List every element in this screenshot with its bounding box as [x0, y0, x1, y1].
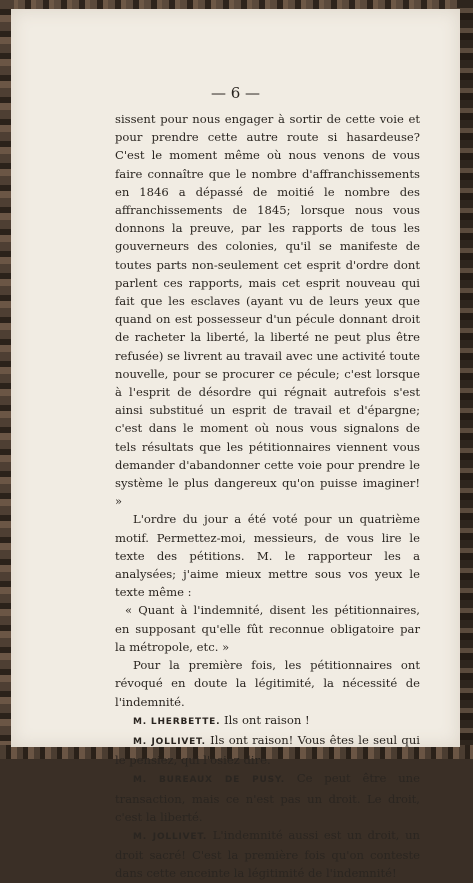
speech-jollivet-2	[115, 826, 420, 883]
speaker-name: M. BUREAUX DE PUSY.	[133, 775, 285, 786]
continuation-paragraph: sissent pour nous engager à sortir de cette voie et pour prendre cette autre route si hasardeuse? C'est le moment même où nous venons de vous faire connaître que le nombre d'affranchissements en 1846 a dépassé de moitié le nombre des affranchissements de 1845; lorsque nous vous donnons la preuve, par les rapports de tous les gouverneurs des colonies, qu'il se manifeste de toutes parts non-seulement cet esprit d'ordre dont parlent ces rapports, mais cet esprit nouveau qui fait que les esclaves (ayant vu de leurs yeux que quand on est possesseur d'un pécule donnant droit de racheter la liberté, la liberté ne peut plus être refusée) se livrent au travail avec une activité toute nouvelle, pour se procurer ce pécule; c'est lorsque à l'esprit de désordre qui régnait autrefois s'est ainsi substitué un esprit de travail et d'épargne; c'est dans le moment où nous vous signalons de tels résultats que les pétitionnaires viennent vous demander d'abandonner cette voie pour prendre le système le plus dangereux qu'on puisse imaginer! »	[115, 112, 420, 509]
speaker-name: M. JOLLIVET.	[133, 736, 206, 747]
speech-text: Ils ont raison! Vous êtes le seul qui le pensiez, qui l'osiez dire.	[115, 732, 421, 768]
speaker-name: M. LHERBETTE.	[133, 716, 221, 727]
speech-bureaux-de-pusy	[115, 769, 420, 826]
speaker-name: M. JOLLIVET.	[133, 831, 208, 842]
petition-quote: « Quant à l'indemnité, disent les pétitionnaires, en supposant qu'elle fût reconnue obligatoire par la métropole, etc. »	[115, 603, 420, 654]
paragraph-fourth-motive: L'ordre du jour a été voté pour un quatrième motif. Permettez-moi, messieurs, de vous lire le texte des pétitions. M. le rapporteur les a analysées; j'aime mieux mettre sous vos yeux le texte même :	[115, 512, 420, 600]
speech-lherbette	[115, 711, 420, 731]
page-number: — 6 —	[210, 84, 261, 102]
body-text	[115, 110, 420, 883]
speech-text: Ils ont raison !	[224, 712, 310, 727]
speech-text: Ce peut être une transaction, mais ce n'est pas un droit. Le droit, c'est la liberté.	[115, 771, 421, 824]
speech-jollivet-1	[115, 731, 420, 769]
book-page	[11, 9, 460, 881]
speech-text: L'indemnité aussi est un droit, un droit sacré! C'est la première fois qu'on conteste dans cette enceinte la légitimité de l'indemnité!	[115, 827, 421, 881]
paragraph-first-time: Pour la première fois, les pétitionnaires ont révoqué en doute la légitimité, la nécessité de l'indemnité.	[115, 658, 420, 709]
